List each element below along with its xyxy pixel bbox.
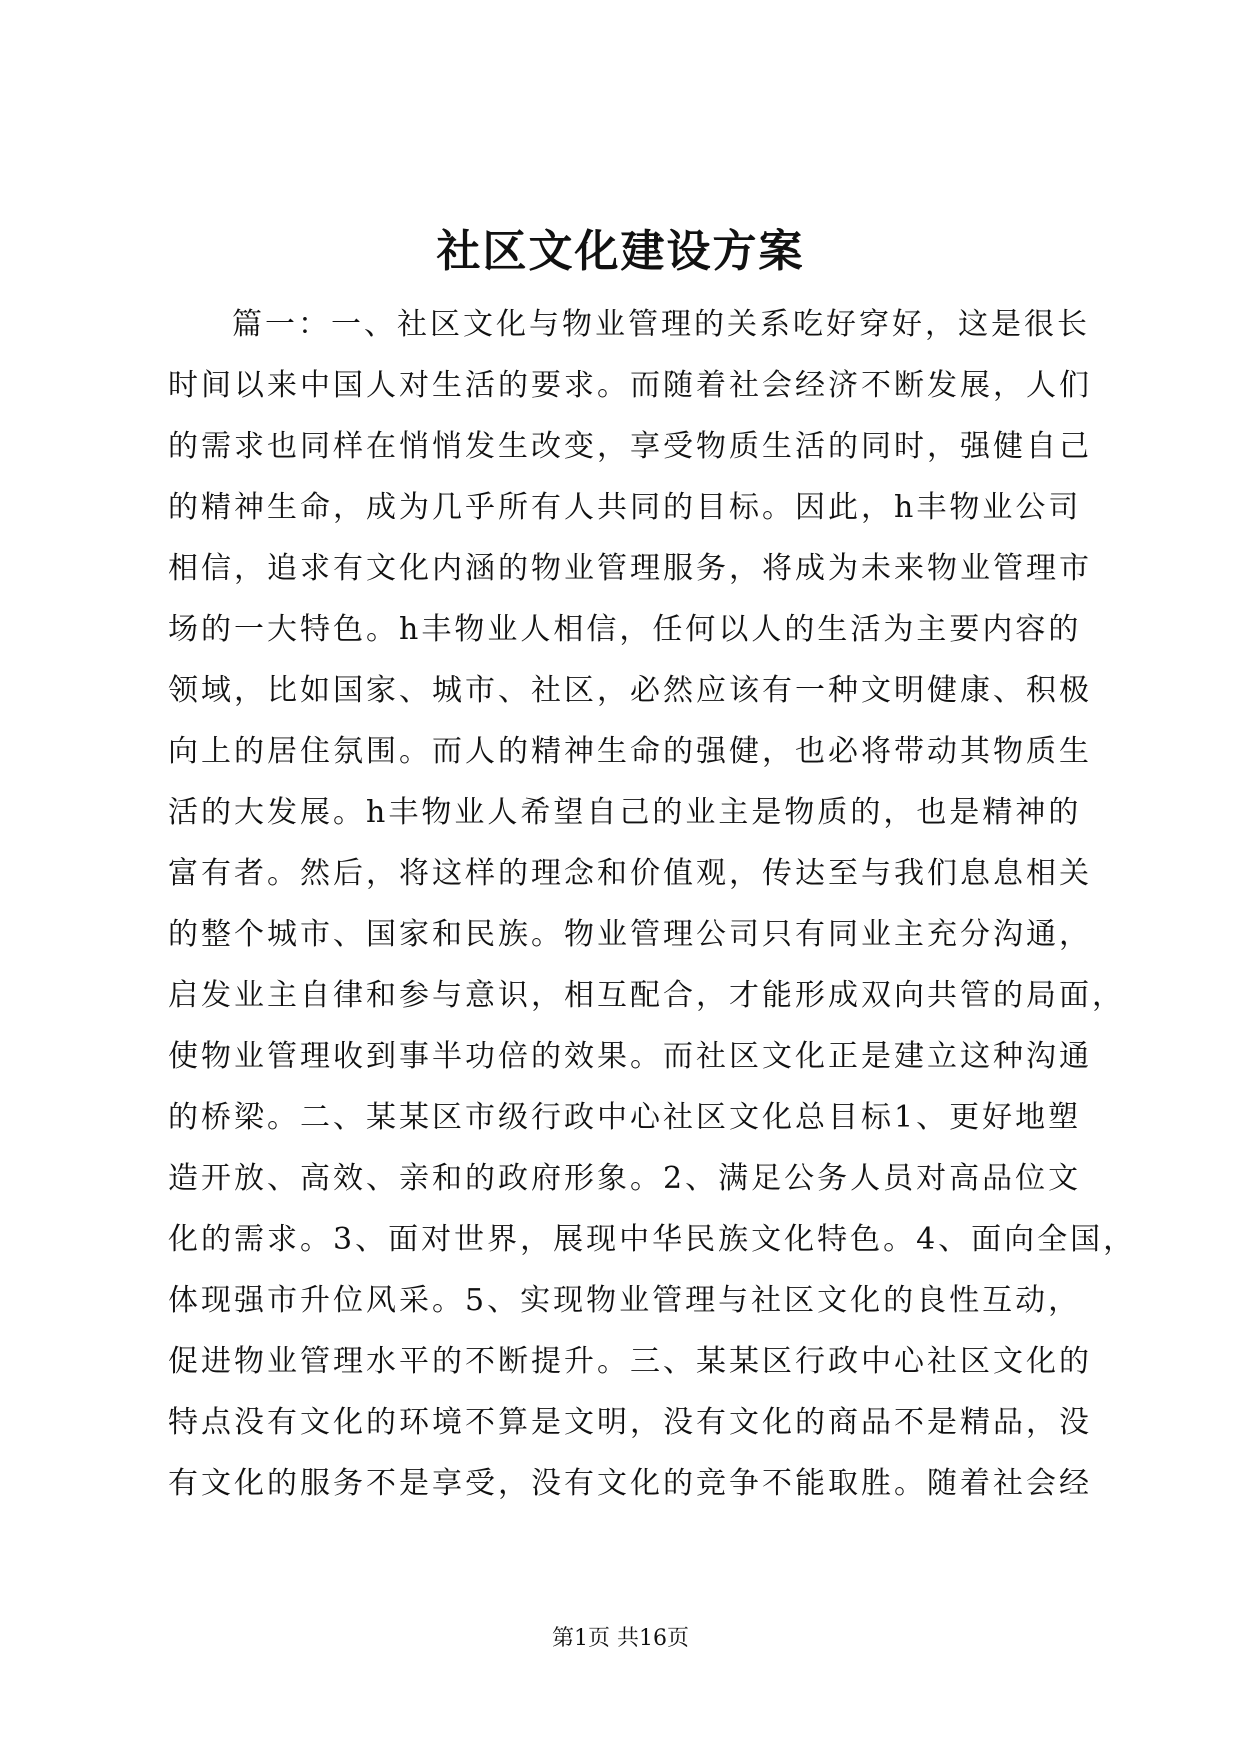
- body-line: 使物业管理收到事半功倍的效果。而社区文化正是建立这种沟通: [168, 1039, 1092, 1074]
- body-line: 向上的居住氛围。而人的精神生命的强健，也必将带动其物质生: [168, 734, 1092, 769]
- body-line: 启发业主自律和参与意识，相互配合，才能形成双向共管的局面，: [168, 978, 1125, 1013]
- body-line: 促进物业管理水平的不断提升。三、某某区行政中心社区文化的: [168, 1344, 1092, 1379]
- body-line: 造开放、高效、亲和的政府形象。2、满足公务人员对高品位文: [168, 1161, 1082, 1196]
- document-body: [168, 294, 1137, 1514]
- body-line: 相信，追求有文化内涵的物业管理服务，将成为未来物业管理市: [168, 551, 1092, 586]
- page-number-footer: 第1页 共16页: [552, 1626, 689, 1651]
- document-title: 社区文化建设方案: [436, 226, 805, 277]
- body-line: 活的大发展。h丰物业人希望自己的业主是物质的，也是精神的: [168, 795, 1082, 830]
- body-line: 时间以来中国人对生活的要求。而随着社会经济不断发展，人们: [168, 368, 1092, 403]
- body-line: 场的一大特色。h丰物业人相信，任何以人的生活为主要内容的: [168, 612, 1082, 647]
- body-line: 篇一：一、社区文化与物业管理的关系吃好穿好，这是很长: [232, 307, 1090, 342]
- body-line: 的需求也同样在悄悄发生改变，享受物质生活的同时，强健自己: [168, 429, 1092, 464]
- body-line: 化的需求。3、面对世界，展现中华民族文化特色。4、面向全国，: [168, 1222, 1137, 1257]
- body-line: 富有者。然后，将这样的理念和价值观，传达至与我们息息相关: [168, 856, 1092, 891]
- body-line: 的桥梁。二、某某区市级行政中心社区文化总目标1、更好地塑: [168, 1100, 1082, 1135]
- body-line: 特点没有文化的环境不算是文明，没有文化的商品不是精品，没: [168, 1405, 1092, 1440]
- body-line: 有文化的服务不是享受，没有文化的竞争不能取胜。随着社会经: [168, 1466, 1092, 1501]
- body-line: 体现强市升位风采。5、实现物业管理与社区文化的良性互动，: [168, 1283, 1082, 1318]
- body-line: 的整个城市、国家和民族。物业管理公司只有同业主充分沟通，: [168, 917, 1092, 952]
- body-line: 领域，比如国家、城市、社区，必然应该有一种文明健康、积极: [168, 673, 1092, 708]
- body-line: 的精神生命，成为几乎所有人共同的目标。因此，h丰物业公司: [168, 490, 1082, 525]
